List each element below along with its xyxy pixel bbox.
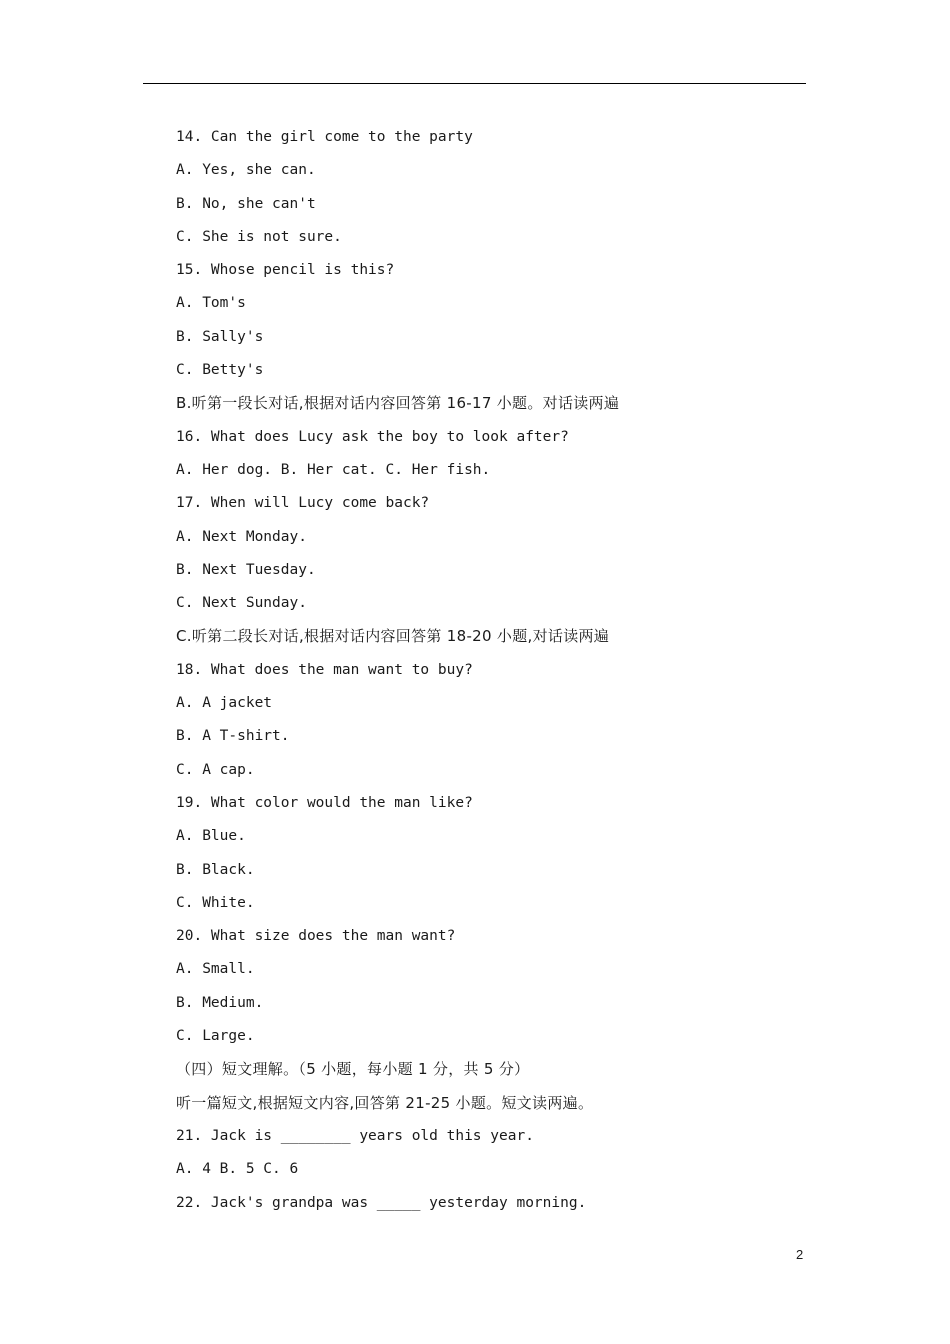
option-20-b: B. Medium. <box>176 994 264 1011</box>
question-15: 15. Whose pencil is this? <box>176 262 395 279</box>
question-20: 20. What size does the man want? <box>176 928 456 945</box>
option-20-a: A. Small. <box>176 961 255 978</box>
question-16: 16. What does Lucy ask the boy to look after? <box>176 428 569 445</box>
question-21: 21. Jack is ________ years old this year. <box>176 1127 534 1144</box>
option-20-c: C. Large. <box>176 1028 255 1045</box>
option-15-a: A. Tom's <box>176 295 246 312</box>
option-17-c: C. Next Sunday. <box>176 595 307 612</box>
option-18-b: B. A T-shirt. <box>176 728 290 745</box>
options-21: A. 4 B. 5 C. 6 <box>176 1161 299 1178</box>
question-list <box>176 124 816 1223</box>
section-c-instruction: C.听第二段长对话,根据对话内容回答第 18-20 小题,对话读两遍 <box>176 627 610 646</box>
header-rule <box>143 83 806 84</box>
option-19-b: B. Black. <box>176 861 255 878</box>
option-18-a: A. A jacket <box>176 695 273 712</box>
question-14: 14. Can the girl come to the party <box>176 129 473 145</box>
question-18: 18. What does the man want to buy? <box>176 661 473 678</box>
option-14-c: C. She is not sure. <box>176 228 342 245</box>
option-17-a: A. Next Monday. <box>176 528 307 545</box>
question-17: 17. When will Lucy come back? <box>176 495 430 512</box>
question-22: 22. Jack's grandpa was _____ yesterday morning. <box>176 1194 587 1211</box>
option-19-c: C. White. <box>176 894 255 911</box>
section-b-instruction: B.听第一段长对话,根据对话内容回答第 16-17 小题。对话读两遍 <box>176 394 620 413</box>
part-four-heading: （四）短文理解。（5 小题，每小题 1 分，共 5 分） <box>176 1060 530 1079</box>
option-14-b: B. No, she can't <box>176 195 316 212</box>
option-15-c: C. Betty's <box>176 362 264 379</box>
question-19: 19. What color would the man like? <box>176 794 473 811</box>
option-14-a: A. Yes, she can. <box>176 162 316 179</box>
option-19-a: A. Blue. <box>176 828 246 845</box>
options-16: A. Her dog. B. Her cat. C. Her fish. <box>176 461 491 478</box>
option-15-b: B. Sally's <box>176 328 264 345</box>
page-number: 2 <box>796 1247 804 1262</box>
option-18-c: C. A cap. <box>176 761 255 778</box>
part-four-instruction: 听一篇短文,根据短文内容,回答第 21-25 小题。短文读两遍。 <box>176 1093 594 1112</box>
option-17-b: B. Next Tuesday. <box>176 561 316 578</box>
